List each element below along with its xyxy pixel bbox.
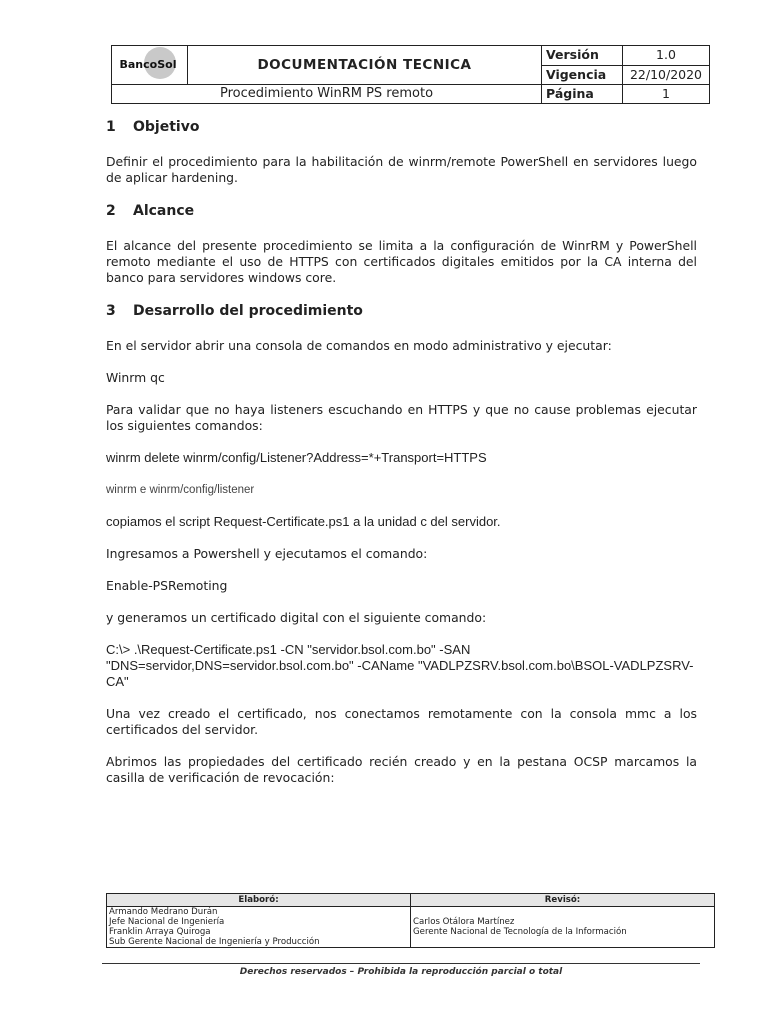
elaboro-role: Jefe Nacional de Ingeniería <box>109 917 225 927</box>
desarrollo-paragraph: Para validar que no haya listeners escuchando en HTTPS y que no cause problemas ejecutar los siguientes comandos: <box>106 402 697 433</box>
reviso-name: Carlos Otálora Martínez <box>413 917 515 927</box>
pagina-value: 1 <box>623 85 710 104</box>
command-winrm-enumerate: winrm e winrm/config/listener <box>106 484 255 496</box>
section-number: 2 <box>106 203 116 219</box>
document-body <box>106 118 697 802</box>
command-winrm-delete: winrm delete winrm/config/Listener?Address=*+Transport=HTTPS <box>106 450 487 465</box>
desarrollo-paragraph: Abrimos las propiedades del certificado recién creado y en la pestana OCSP marcamos la casilla de verificación de revocación: <box>106 754 697 785</box>
desarrollo-paragraph: Ingresamos a Powershell y ejecutamos el comando: <box>106 546 428 561</box>
pagina-label: Página <box>542 85 623 104</box>
version-value: 1.0 <box>623 46 710 66</box>
signature-table <box>106 893 715 948</box>
version-label: Versión <box>542 46 623 66</box>
procedure-title: Procedimiento WinRM PS remoto <box>112 85 542 104</box>
document-title: DOCUMENTACIÓN TECNICA <box>188 46 542 85</box>
alcance-paragraph: El alcance del presente procedimiento se limita a la configuración de WinrRM y PowerShell remoto mediante el uso de HTTPS con certificados digitales emitidos por la CA interna del banco para servidores windows core. <box>106 238 697 285</box>
logo-cell <box>112 46 188 85</box>
section-title: Desarrollo del procedimiento <box>133 303 363 319</box>
section-number: 3 <box>106 303 116 319</box>
bancosol-logo <box>118 46 182 80</box>
logo-text: BancoSol <box>119 58 177 71</box>
reviso-cell <box>411 907 715 948</box>
elaboro-role: Sub Gerente Nacional de Ingeniería y Producción <box>109 937 320 947</box>
reviso-role: Gerente Nacional de Tecnología de la Información <box>413 927 627 937</box>
desarrollo-paragraph: y generamos un certificado digital con el siguiente comando: <box>106 610 487 625</box>
section-title: Alcance <box>133 203 195 219</box>
desarrollo-paragraph: Una vez creado el certificado, nos conectamos remotamente con la consola mmc a los certificados del servidor. <box>106 706 697 737</box>
reviso-header: Revisó: <box>411 894 715 907</box>
elaboro-header: Elaboró: <box>107 894 411 907</box>
vigencia-label: Vigencia <box>542 65 623 85</box>
section-heading-objetivo <box>106 118 697 136</box>
objetivo-paragraph: Definir el procedimiento para la habilitación de winrm/remote PowerShell en servidores luego de aplicar hardening. <box>106 154 697 185</box>
command-enable-psremoting: Enable-PSRemoting <box>106 578 228 593</box>
command-request-certificate: C:\> .\Request-Certificate.ps1 -CN "servidor.bsol.com.bo" -SAN "DNS=servidor,DNS=servidor.bsol.com.bo" -CAName "VADLPZSRV.bsol.com.bo\BSOL-VADLPZSRV-CA" <box>106 642 694 689</box>
section-heading-desarrollo <box>106 302 697 320</box>
header-table <box>111 45 710 104</box>
elaboro-cell <box>107 907 411 948</box>
command-winrm-qc: Winrm qc <box>106 370 165 385</box>
desarrollo-paragraph: En el servidor abrir una consola de comandos en modo administrativo y ejecutar: <box>106 338 612 353</box>
rights-notice: Derechos reservados – Prohibida la reproducción parcial o total <box>239 967 563 977</box>
footer-divider <box>102 963 700 964</box>
vigencia-value: 22/10/2020 <box>623 65 710 85</box>
elaboro-name: Armando Medrano Durán <box>109 907 218 917</box>
desarrollo-paragraph: copiamos el script Request-Certificate.ps1 a la unidad c del servidor. <box>106 514 501 529</box>
section-number: 1 <box>106 119 116 135</box>
section-title: Objetivo <box>133 119 200 135</box>
section-heading-alcance <box>106 202 697 220</box>
elaboro-name: Franklin Arraya Quiroga <box>109 927 211 937</box>
